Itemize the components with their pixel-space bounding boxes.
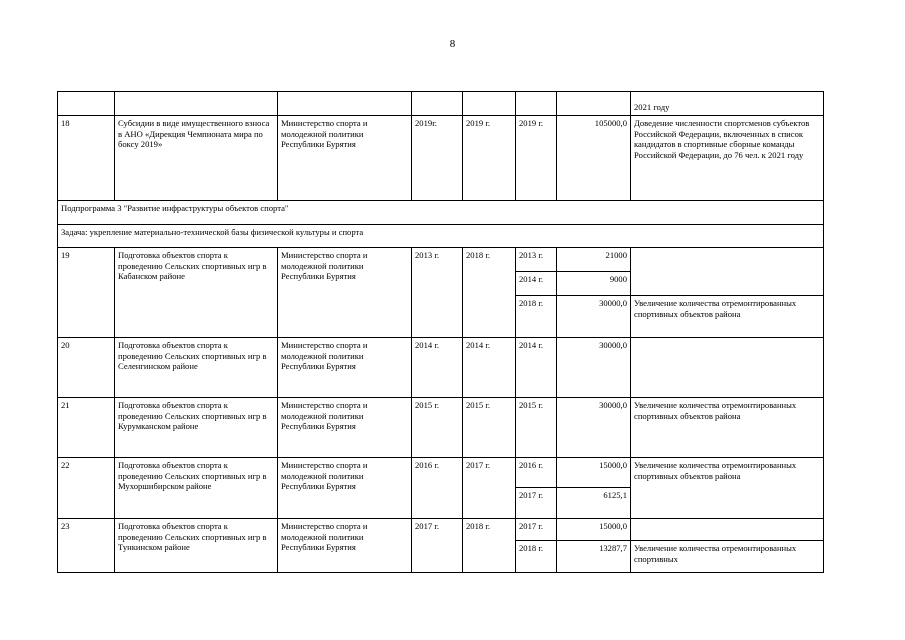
end-date: 2015 г.	[463, 398, 516, 458]
row-number: 23	[58, 519, 115, 573]
activity-name: Подготовка объектов спорта к проведению Сельских спортивных игр в Мухоршибирском районе	[115, 458, 278, 519]
row-number: 21	[58, 398, 115, 458]
start-date: 2017 г.	[412, 519, 463, 573]
finance-amount: 15000,0	[557, 519, 631, 541]
finance-year: 2013 г.	[516, 248, 557, 272]
end-date: 2017 г.	[463, 458, 516, 519]
executor: Министерство спорта и молодежной политики Республики Бурятия	[278, 398, 412, 458]
activity-name: Субсидии в виде имущественного взноса в АНО «Дирекция Чемпионата мира по боксу 2019»	[115, 116, 278, 201]
finance-year: 2017 г.	[516, 488, 557, 519]
start-date: 2015 г.	[412, 398, 463, 458]
finance-year: 2014 г.	[516, 272, 557, 296]
activity-name: Подготовка объектов спорта к проведению Сельских спортивных игр в Курумканском районе	[115, 398, 278, 458]
row-number: 18	[58, 116, 115, 201]
finance-amount: 15000,0	[557, 458, 631, 488]
result-cell: Увеличение количества отремонтированных спортивных объектов района	[631, 296, 824, 338]
finance-year: 2015 г.	[516, 398, 557, 458]
start-date: 2019г.	[412, 116, 463, 201]
finance-year: 2014 г.	[516, 338, 557, 398]
result-cell	[631, 519, 824, 541]
subprogram-row	[58, 201, 824, 225]
result-cell	[631, 248, 824, 296]
executor: Министерство спорта и молодежной политики Республики Бурятия	[278, 248, 412, 338]
activity-name: Подготовка объектов спорта к проведению Сельских спортивных игр в Тункинском районе	[115, 519, 278, 573]
table-row	[58, 398, 824, 458]
table-row	[58, 92, 824, 116]
finance-amount: 13287,7	[557, 541, 631, 573]
finance-year: 2017 г.	[516, 519, 557, 541]
finance-year: 2016 г.	[516, 458, 557, 488]
finance-year: 2018 г.	[516, 296, 557, 338]
activity-name: Подготовка объектов спорта к проведению Сельских спортивных игр в Кабанском районе	[115, 248, 278, 338]
executor: Министерство спорта и молодежной политики Республики Бурятия	[278, 338, 412, 398]
finance-amount: 105000,0	[557, 116, 631, 201]
finance-year: 2018 г.	[516, 541, 557, 573]
end-date: 2018 г.	[463, 248, 516, 338]
start-date: 2016 г.	[412, 458, 463, 519]
task-title: Задача: укрепление материально-технической базы физической культуры и спорта	[58, 225, 824, 248]
end-date: 2018 г.	[463, 519, 516, 573]
finance-amount: 30000,0	[557, 338, 631, 398]
executor: Министерство спорта и молодежной политики Республики Бурятия	[278, 458, 412, 519]
finance-amount: 30000,0	[557, 398, 631, 458]
table-row	[58, 519, 824, 541]
finance-amount: 21000	[557, 248, 631, 272]
page-number: 8	[449, 38, 456, 50]
executor: Министерство спорта и молодежной политики Республики Бурятия	[278, 519, 412, 573]
activity-name: Подготовка объектов спорта к проведению Сельских спортивных игр в Селенгинском районе	[115, 338, 278, 398]
subprogram-title: Подпрограмма 3 "Развитие инфраструктуры объектов спорта"	[58, 201, 824, 225]
result-cell: 2021 году	[631, 92, 824, 116]
executor: Министерство спорта и молодежной политики Республики Бурятия	[278, 116, 412, 201]
finance-year: 2019 г.	[516, 116, 557, 201]
result-cell: Увеличение количества отремонтированных спортивных объектов района	[631, 458, 824, 519]
finance-amount: 9000	[557, 272, 631, 296]
row-number: 22	[58, 458, 115, 519]
table-row	[58, 248, 824, 272]
result-cell: Увеличение количества отремонтированных спортивных объектов района	[631, 398, 824, 458]
start-date: 2013 г.	[412, 248, 463, 338]
table-row	[58, 338, 824, 398]
end-date: 2014 г.	[463, 338, 516, 398]
table-row	[58, 116, 824, 201]
row-number: 19	[58, 248, 115, 338]
finance-amount: 6125,1	[557, 488, 631, 519]
finance-amount: 30000,0	[557, 296, 631, 338]
end-date: 2019 г.	[463, 116, 516, 201]
start-date: 2014 г.	[412, 338, 463, 398]
result-cell	[631, 338, 824, 398]
table-row	[58, 458, 824, 488]
row-number: 20	[58, 338, 115, 398]
result-cell: Доведение численности спортсменов субъектов Российской Федерации, включенных в список кандидатов в спортивные сборные команды Российской Федерации, до 76 чел. к 2021 году	[631, 116, 824, 201]
result-cell: Увеличение количества отремонтированных спортивных	[631, 541, 824, 573]
program-table	[57, 91, 824, 573]
task-row	[58, 225, 824, 248]
